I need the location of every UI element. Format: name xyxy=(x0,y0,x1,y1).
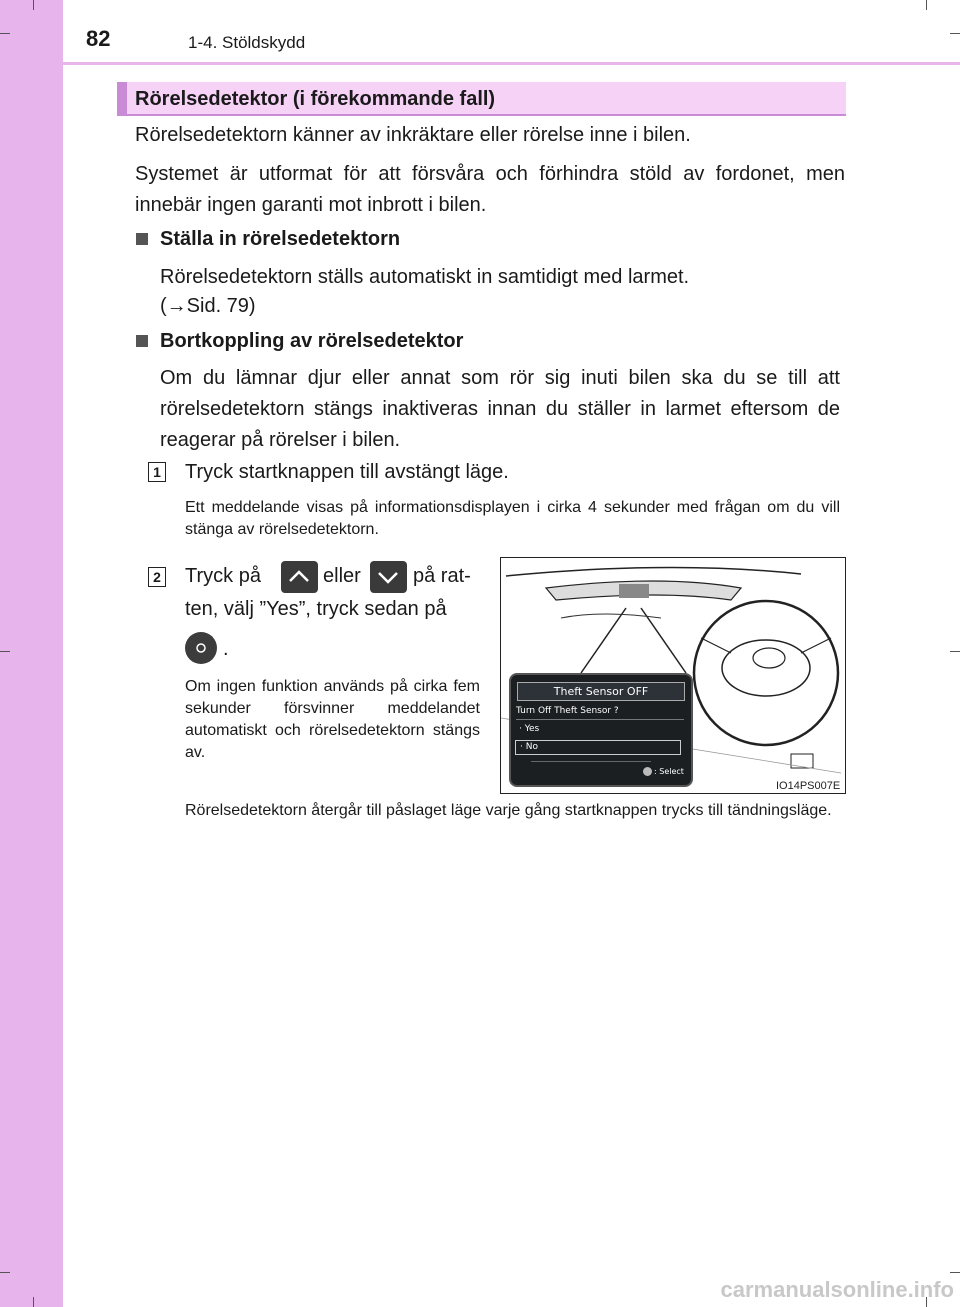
watermark: carmanualsonline.info xyxy=(720,1277,954,1302)
steering-up-button-icon xyxy=(281,561,318,593)
step-1-note: Ett meddelande visas på informationsdisplayen i cirka 4 sekunder med frågan om du vill stänga av rörelsedetektorn. xyxy=(185,499,840,538)
section-title: Rörelsedetektor (i förekommande fall) xyxy=(117,82,846,116)
setting-heading: Ställa in rörelsedetektorn xyxy=(160,228,401,250)
step-1-text: Tryck startknappen till avstängt läge. xyxy=(185,461,509,483)
heading-bullet-icon xyxy=(136,335,148,347)
step-2-text-a: Tryck på xyxy=(185,565,261,587)
intro-paragraph-2: Systemet är utformat för att försvåra och förhindra stöld av fordonet, men innebär ingen garanti mot inbrott i bilen. xyxy=(135,163,845,216)
setting-page-ref: (→Sid. 79) xyxy=(160,295,256,317)
step-2-text-b: eller xyxy=(323,565,361,587)
info-display xyxy=(509,673,693,787)
display-option-no: · No xyxy=(515,740,681,755)
figure-code: IO14PS007E xyxy=(776,780,841,792)
chapter-title: 1-4. Stöldskydd xyxy=(188,33,306,52)
final-note: Rörelsedetektorn återgår till påslaget läge varje gång startknappen trycks till tändningsläge. xyxy=(185,802,832,819)
disable-heading: Bortkoppling av rörelsedetektor xyxy=(160,330,464,352)
display-select-label: : Select xyxy=(654,767,684,776)
crop-mark xyxy=(0,651,10,652)
display-title: Theft Sensor OFF xyxy=(517,682,685,701)
display-option-yes: · Yes xyxy=(519,724,540,734)
crop-mark xyxy=(0,1272,10,1273)
crop-mark xyxy=(33,0,34,10)
crop-mark xyxy=(926,0,927,10)
side-color-strip xyxy=(0,0,63,1307)
header-rule xyxy=(63,62,960,65)
step-2-text-d: ten, välj ”Yes”, tryck sedan på xyxy=(185,598,447,620)
crop-mark xyxy=(33,1297,34,1307)
steering-down-button-icon xyxy=(370,561,407,593)
step-number-1: 1 xyxy=(148,462,166,482)
steering-ok-button-icon xyxy=(185,632,217,664)
crop-mark xyxy=(950,33,960,34)
setting-text: Rörelsedetektorn ställs automatiskt in samtidigt med larmet. xyxy=(160,266,690,288)
disable-text: Om du lämnar djur eller annat som rör sig inuti bilen ska du se till att rörelsedetektorn stängs inaktiveras innan du ställer in larmet eftersom de reagerar på rörelser i bilen. xyxy=(160,367,840,451)
step-2-text-e: . xyxy=(223,638,229,660)
crop-mark xyxy=(950,1272,960,1273)
intro-paragraph-1: Rörelsedetektorn känner av inkräktare eller rörelse inne i bilen. xyxy=(135,124,691,146)
step-2-text-c: på rat- xyxy=(413,565,471,587)
select-button-icon xyxy=(643,767,652,776)
crop-mark xyxy=(0,33,10,34)
page-number: 82 xyxy=(86,26,111,51)
display-question: Turn Off Theft Sensor ? xyxy=(516,706,619,716)
dashboard-illustration xyxy=(500,557,846,794)
crop-mark xyxy=(950,651,960,652)
heading-bullet-icon xyxy=(136,233,148,245)
step-number-2: 2 xyxy=(148,567,166,587)
step-2-note: Om ingen funktion används på cirka fem sekunder försvinner meddelandet automatiskt och rörelsedetektorn stängs av. xyxy=(185,678,480,761)
